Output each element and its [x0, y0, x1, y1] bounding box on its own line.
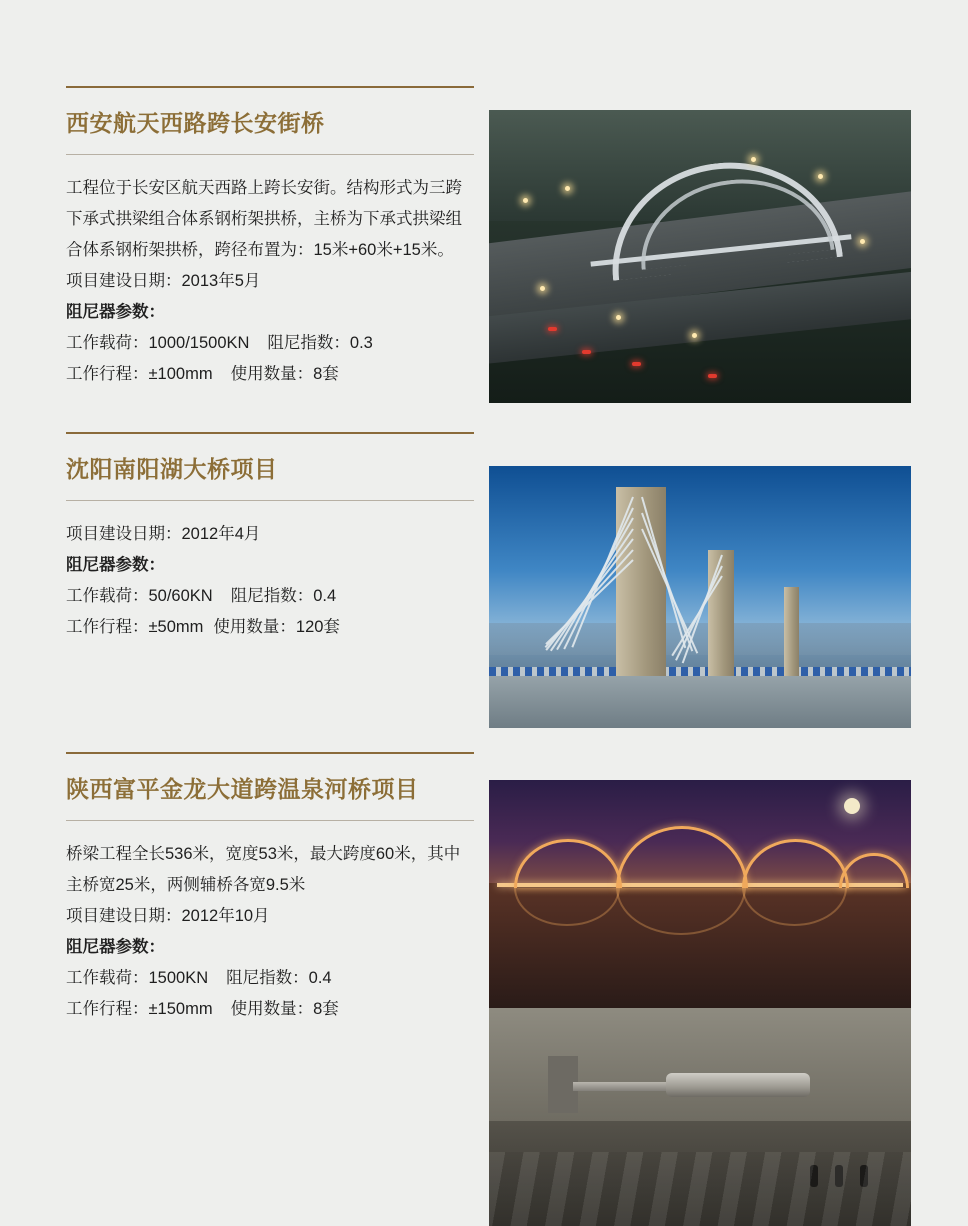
params-heading: 阻尼器参数：: [66, 302, 165, 321]
param-row: [66, 581, 474, 612]
param-row: [66, 963, 474, 994]
section-divider: [66, 752, 474, 754]
param-row: [66, 359, 474, 390]
param-left-label: 工作行程：: [66, 999, 149, 1018]
fuping-damper-installation-photo: [489, 1008, 911, 1226]
param-right-label: 阻尼指数：: [230, 586, 314, 605]
param-right-label: 使用数量：: [230, 364, 314, 383]
section-divider: [66, 86, 474, 88]
project-title: 陕西富平金龙大道跨温泉河桥项目: [66, 776, 419, 802]
title-underline: [66, 154, 474, 155]
project-date: 项目建设日期：2013年5月: [66, 271, 261, 290]
param-left-value: 1500KN: [148, 968, 209, 987]
section-divider: [66, 432, 474, 434]
params-heading: 阻尼器参数：: [66, 555, 165, 574]
param-left-value: 50/60KN: [148, 586, 213, 605]
param-left-label: 工作载荷：: [66, 586, 149, 605]
param-right-value: 8套: [313, 364, 339, 383]
project-title: 西安航天西路跨长安街桥: [66, 110, 325, 136]
param-left-value: ±50mm: [148, 617, 204, 636]
param-right-value: 8套: [313, 999, 339, 1018]
project-body: [66, 839, 474, 1025]
param-right-value: 0.4: [308, 968, 332, 987]
param-left-label: 工作行程：: [66, 617, 149, 636]
param-left-label: 工作载荷：: [66, 968, 149, 987]
param-row: [66, 328, 474, 359]
fuping-jinlong-avenue-bridge-night-photo: [489, 780, 911, 1008]
project-body: [66, 519, 474, 643]
param-left-label: 工作行程：: [66, 364, 149, 383]
shenyang-nanyanghu-bridge-photo: [489, 466, 911, 728]
param-row: [66, 994, 474, 1025]
project-text-column: [66, 432, 474, 643]
project-description: 工程位于长安区航天西路上跨长安街。结构形式为三跨下承式拱梁组合体系钢桁架拱桥，主桥为下承式拱梁组合体系钢桁架拱桥，跨径布置为：15米+60米+15米。: [66, 178, 462, 259]
param-right-label: 使用数量：: [230, 999, 314, 1018]
param-right-value: 0.4: [313, 586, 337, 605]
param-row: [66, 612, 474, 643]
project-body: [66, 173, 474, 390]
param-right-value: 0.3: [349, 333, 373, 352]
xian-hangtian-west-road-bridge-photo: [489, 110, 911, 403]
param-left-label: 工作载荷：: [66, 333, 149, 352]
param-right-label: 阻尼指数：: [226, 968, 309, 987]
project-date: 项目建设日期：2012年4月: [66, 524, 261, 543]
project-text-column: [66, 752, 474, 1025]
param-right-label: 使用数量：: [213, 617, 296, 636]
project-text-column: [66, 86, 474, 390]
param-left-value: ±150mm: [148, 999, 213, 1018]
param-left-value: 1000/1500KN: [148, 333, 250, 352]
title-underline: [66, 820, 474, 821]
project-description: 桥梁工程全长536米，宽度53米，最大跨度60米，其中主桥宽25米，两侧辅桥各宽9.5米: [66, 844, 461, 894]
param-left-value: ±100mm: [148, 364, 213, 383]
params-heading: 阻尼器参数：: [66, 937, 165, 956]
project-date: 项目建设日期：2012年10月: [66, 906, 270, 925]
title-underline: [66, 500, 474, 501]
param-right-value: 120套: [295, 617, 340, 636]
param-right-label: 阻尼指数：: [267, 333, 350, 352]
project-title: 沈阳南阳湖大桥项目: [66, 456, 278, 482]
